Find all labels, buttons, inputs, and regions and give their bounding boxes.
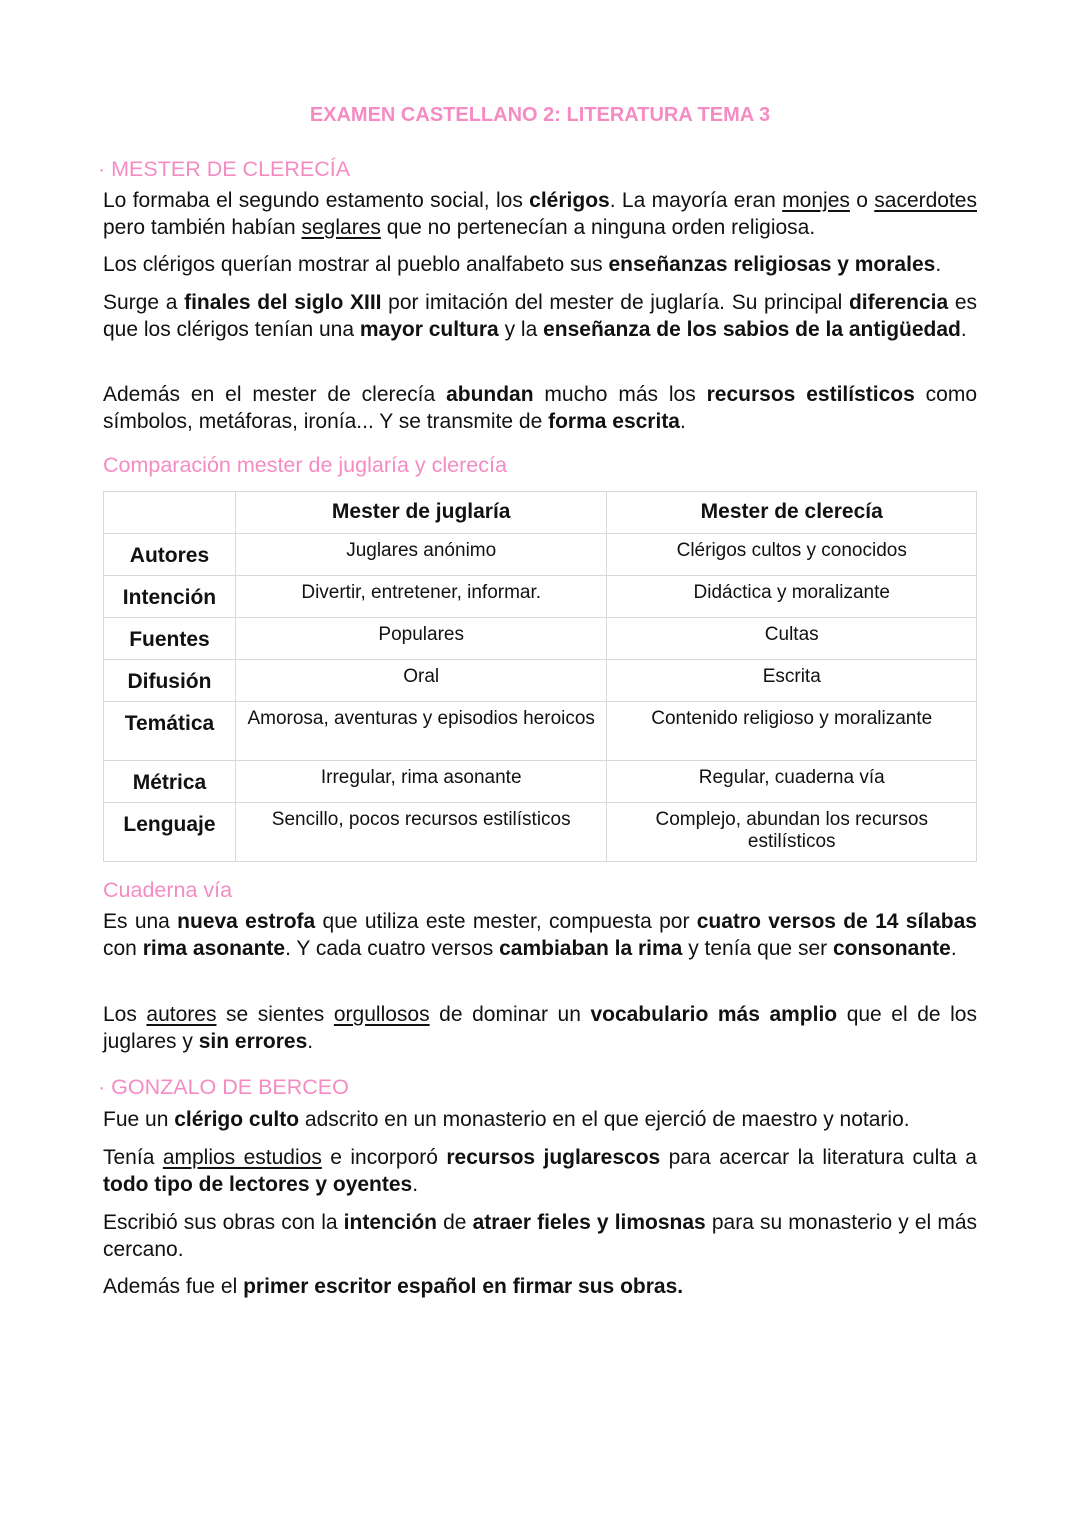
row-label: Intención xyxy=(104,576,236,618)
table-row xyxy=(104,660,977,702)
table-cell: Populares xyxy=(235,618,607,660)
table-cell: Clérigos cultos y conocidos xyxy=(607,534,977,576)
table-cell: Sencillo, pocos recursos estilísticos xyxy=(235,803,607,862)
table-header-clerecia: Mester de clerecía xyxy=(607,492,977,534)
page-title: EXAMEN CASTELLANO 2: LITERATURA TEMA 3 xyxy=(309,104,771,126)
paragraph-berceo-4: Además fue el primer escritor español en firmar sus obras. xyxy=(103,1275,684,1298)
table-cell: Amorosa, aventuras y episodios heroicos xyxy=(235,702,607,761)
table-cell: Irregular, rima asonante xyxy=(235,761,607,803)
table-row xyxy=(104,618,977,660)
table-cell: Divertir, entretener, informar. xyxy=(235,576,607,618)
paragraph-clerecia-4: Además en el mester de clerecía abundan mucho más los recursos estilísticos como símbolos, metáforas, ironía... Y se transmite de forma escrita. xyxy=(103,383,977,433)
cuaderna-via-heading: Cuaderna vía xyxy=(103,878,233,902)
paragraph-berceo-3: Escribió sus obras con la intención de atraer fieles y limosnas para su monasterio y el más cercano. xyxy=(103,1211,978,1261)
table-row xyxy=(104,534,977,576)
section-heading-gonzalo-berceo: · GONZALO DE BERCEO xyxy=(98,1075,349,1099)
comparison-table xyxy=(103,491,977,862)
paragraph-berceo-2: Tenía amplios estudios e incorporó recursos juglarescos para acercar la literatura culta a todo tipo de lectores y oyentes. xyxy=(103,1146,977,1196)
row-label: Temática xyxy=(104,702,236,761)
table-row xyxy=(104,761,977,803)
table-cell: Didáctica y moralizante xyxy=(607,576,977,618)
paragraph-berceo-1: Fue un clérigo culto adscrito en un monasterio en el que ejerció de maestro y notario. xyxy=(103,1108,910,1131)
paragraph-cuaderna-2: Los autores se sientes orgullosos de dominar un vocabulario más amplio que el de los juglares y sin errores. xyxy=(103,1003,977,1053)
row-label: Métrica xyxy=(104,761,236,803)
table-header-empty xyxy=(104,492,236,534)
table-row xyxy=(104,576,977,618)
table-cell: Regular, cuaderna vía xyxy=(607,761,977,803)
table-cell: Escrita xyxy=(607,660,977,702)
row-label: Lenguaje xyxy=(104,803,236,862)
comparison-heading: Comparación mester de juglaría y clerecía xyxy=(103,453,507,477)
row-label: Difusión xyxy=(104,660,236,702)
table-cell: Contenido religioso y moralizante xyxy=(607,702,977,761)
table-row xyxy=(104,702,977,761)
table-header-juglaria: Mester de juglaría xyxy=(235,492,607,534)
paragraph-clerecia-3: Surge a finales del siglo XIII por imitación del mester de juglaría. Su principal diferencia es que los clérigos tenían una mayor cultura y la enseñanza de los sabios de la antigüedad. xyxy=(103,291,978,341)
table-cell: Complejo, abundan los recursos estilísticos xyxy=(607,803,977,862)
paragraph-clerecia-2: Los clérigos querían mostrar al pueblo analfabeto sus enseñanzas religiosas y morales. xyxy=(103,253,942,276)
table-cell: Cultas xyxy=(607,618,977,660)
row-label: Fuentes xyxy=(104,618,236,660)
row-label: Autores xyxy=(104,534,236,576)
table-row xyxy=(104,803,977,862)
paragraph-clerecia-1: Lo formaba el segundo estamento social, los clérigos. La mayoría eran monjes o sacerdotes pero también habían seglares que no pertenecían a ninguna orden religiosa. xyxy=(103,189,977,239)
table-cell: Juglares anónimo xyxy=(235,534,607,576)
paragraph-cuaderna-1: Es una nueva estrofa que utiliza este mester, compuesta por cuatro versos de 14 sílabas con rima asonante. Y cada cuatro versos cambiaban la rima y tenía que ser consonante. xyxy=(103,910,977,960)
section-heading-mester-clerecia: · MESTER DE CLERECÍA xyxy=(98,157,351,181)
table-cell: Oral xyxy=(235,660,607,702)
